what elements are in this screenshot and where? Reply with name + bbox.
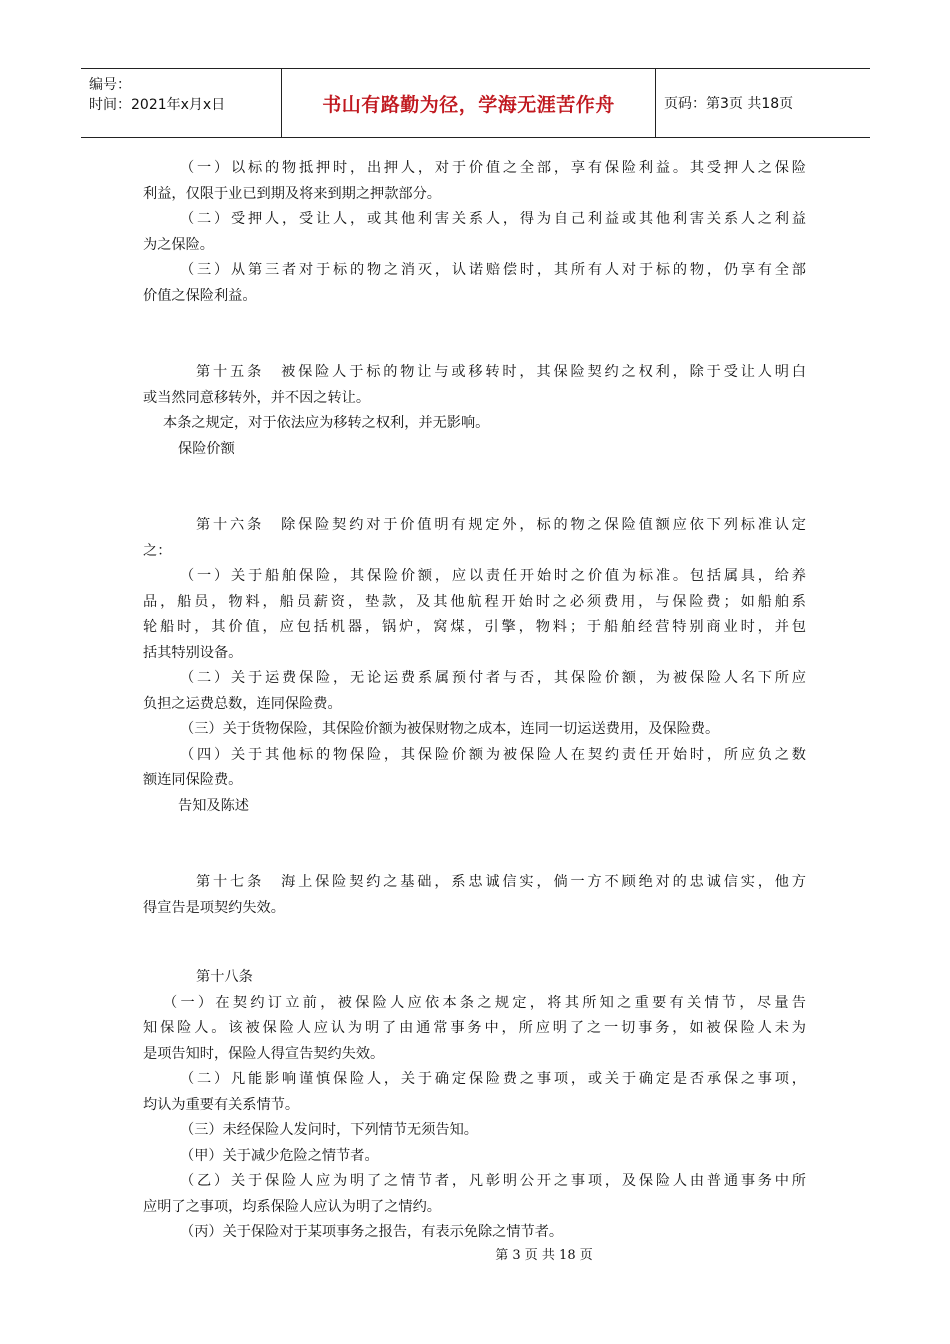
text-line: 利益，仅限于业已到期及将来到期之押款部分。 <box>143 185 441 202</box>
text-line: （甲）关于减少危险之情节者。 <box>180 1147 379 1164</box>
text-line: （四）关于其他标的物保险，其保险价额为被保险人在契约责任开始时，所应负之数 <box>180 746 806 763</box>
article-18-heading: 第十八条 <box>196 969 253 985</box>
header-page-number: 页码：第3页 共18页 <box>664 96 794 112</box>
text-line: （三）关于货物保险，其保险价额为被保财物之成本，连同一切运送费用，及保险费。 <box>180 721 720 737</box>
text-line: （三）未经保险人发问时，下列情节无须告知。 <box>180 1122 478 1138</box>
article-16-heading: 第十六条 除保险契约对于价值明有规定外，标的物之保险值额应依下列标准认定 <box>196 517 806 533</box>
text-line: 得宣告是项契约失效。 <box>143 899 285 916</box>
section-heading-insured-value: 保险价额 <box>178 440 235 457</box>
header-meta <box>81 69 282 137</box>
text-line: 额连同保险费。 <box>143 772 243 788</box>
text-line: 知保险人。该被保险人应认为明了由通常事务中，所应明了之一切事务，如被保险人未为 <box>143 1020 806 1036</box>
text-line: 轮船时，其价值，应包括机器，锅炉，窝煤，引擎，物料；于船舶经营特别商业时，并包 <box>143 619 806 635</box>
page-footer <box>0 1244 950 1263</box>
footer-page-number: 第 3 页 共 18 页 <box>495 1248 593 1263</box>
text-line: 之： <box>143 542 172 559</box>
text-line: 价值之保险利益。 <box>143 287 257 304</box>
text-line: 为之保险。 <box>143 236 214 253</box>
text-line: 或当然同意移转外，并不因之转让。 <box>143 389 371 406</box>
document-body <box>143 156 806 1246</box>
text-line: 均认为重要有关系情节。 <box>143 1096 300 1113</box>
text-line: （二）关于运费保险，无论运费系属预付者与否，其保险价额，为被保险人名下所应 <box>180 670 806 686</box>
header-motto: 书山有路勤为径，学海无涯苦作舟 <box>282 69 656 137</box>
text-line: 负担之运费总数，连同保险费。 <box>143 695 342 712</box>
text-line: 本条之规定，对于依法应为移转之权利，并无影响。 <box>163 415 490 431</box>
document-number-label: 编号： <box>89 77 131 93</box>
text-line: （乙）关于保险人应为明了之情节者，凡彰明公开之事项，及保险人由普通事务中所 <box>180 1173 806 1189</box>
article-15-heading: 第十五条 被保险人于标的物让与或移转时，其保险契约之权利，除于受让人明白 <box>196 364 806 380</box>
text-line: （二）凡能影响谨慎保险人，关于确定保险费之事项，或关于确定是否承保之事项， <box>180 1071 806 1087</box>
text-line: （一）以标的物抵押时，出押人，对于价值之全部，享有保险利益。其受押人之保险 <box>180 160 806 176</box>
text-line: （一）在契约订立前，被保险人应依本条之规定，将其所知之重要有关情节，尽量告 <box>163 994 806 1011</box>
text-line: 品，船员，物料，船员薪资，垫款，及其他航程开始时之必须费用，与保险费；如船舶系 <box>143 593 806 610</box>
text-line: （三）从第三者对于标的物之消灭，认诺赔偿时，其所有人对于标的物，仍享有全部 <box>180 262 806 278</box>
text-line: （丙）关于保险对于某项事务之报告，有表示免除之情节者。 <box>180 1224 564 1240</box>
section-heading-disclosure: 告知及陈述 <box>178 797 249 814</box>
text-line: 应明了之事项，均系保险人应认为明了之情约。 <box>143 1198 441 1215</box>
document-time-label: 时间：2021年x月x日 <box>89 97 226 113</box>
text-line: 是项告知时，保险人得宣告契约失效。 <box>143 1045 385 1062</box>
text-line: 括其特别设备。 <box>143 644 243 661</box>
text-line: （二）受押人，受让人，或其他利害关系人，得为自己利益或其他利害关系人之利益 <box>180 211 806 227</box>
article-17-heading: 第十七条 海上保险契约之基础，系忠诚信实，倘一方不顾绝对的忠诚信实，他方 <box>196 874 806 890</box>
text-line: （一）关于船舶保险，其保险价额，应以责任开始时之价值为标准。包括属具，给养 <box>180 568 806 584</box>
page-header <box>81 68 870 138</box>
